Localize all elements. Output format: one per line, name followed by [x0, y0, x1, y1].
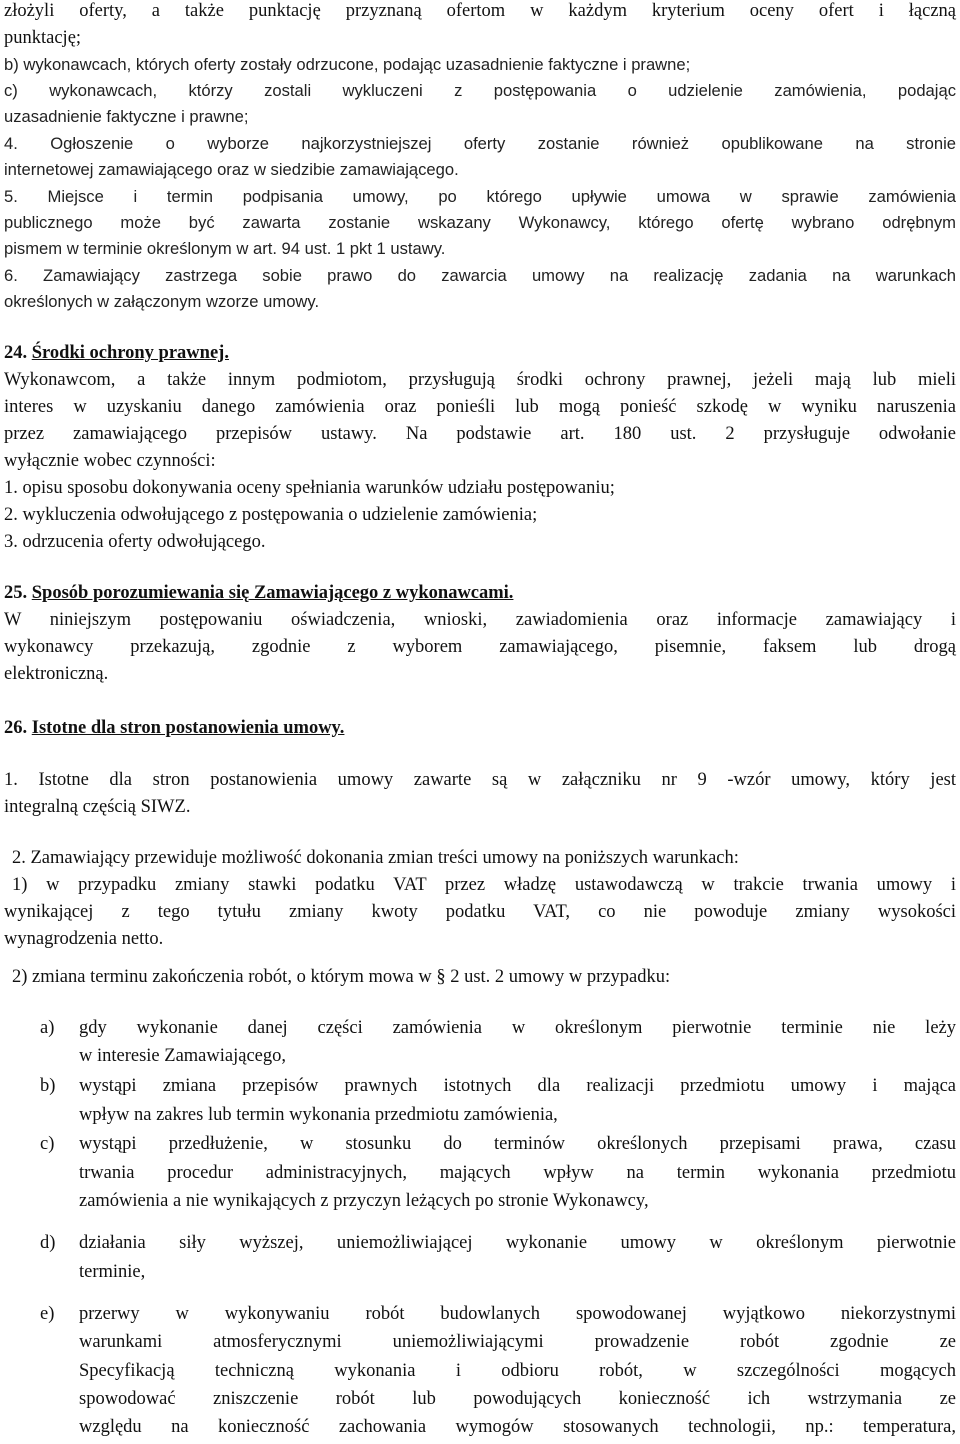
list-item: 3. odrzucenia oferty odwołującego.	[4, 532, 266, 552]
text-line: określonych w załączonym wzorze umowy.	[4, 292, 320, 311]
text-line: wykonawcy przekazują, zgodnie z wyborem zamawiającego, pisemnie, faksem lub drogą	[4, 637, 956, 657]
list-item-line: spowodować zniszczenie robót lub powodujących konieczność ich wstrzymania ze	[79, 1389, 956, 1409]
list-item-line: trwania procedur administracyjnych, mających wpływ na termin wykonania przedmiotu	[79, 1163, 956, 1183]
list-item-line: zamówienia a nie wynikających z przyczyn leżących po stronie Wykonawcy,	[79, 1191, 649, 1211]
list-item-line: przerwy w wykonywaniu robót budowlanych spowodowanej wyjątkowo niekorzystnymi	[79, 1304, 956, 1324]
list-item-line: wpływ na zakres lub termin wykonania przedmiotu zamówienia,	[79, 1105, 558, 1125]
list-item-line: względu na konieczność zachowania wymogów stosowanych technologii, np.: temperatura,	[79, 1417, 956, 1437]
list-item-line: gdy wykonanie danej części zamówienia w określonym pierwotnie terminie nie leży	[79, 1018, 956, 1038]
list-item-line: działania siły wyższej, uniemożliwiającej wykonanie umowy w określonym pierwotnie	[79, 1233, 956, 1253]
list-item-line: wystąpi zmiana przepisów prawnych istotnych dla realizacji przedmiotu umowy i mająca	[79, 1076, 956, 1096]
text-line: 2. Zamawiający przewiduje możliwość dokonania zmian treści umowy na poniższych warunkach:	[12, 848, 739, 868]
section-title: Środki ochrony prawnej.	[31, 343, 229, 363]
text-line: interes w uzyskaniu danego zamówienia oraz ponieśli lub mogą ponieść szkodę w wyniku naruszenia	[4, 397, 956, 417]
text-line: internetowej zamawiającego oraz w siedzibie zamawiającego.	[4, 160, 459, 179]
list-item-label: a)	[40, 1018, 55, 1038]
list-item-line: terminie,	[79, 1262, 146, 1282]
section-number: 25.	[4, 583, 28, 603]
section-heading-25	[4, 582, 956, 604]
section-heading-26	[4, 717, 956, 739]
section-heading-24	[4, 342, 956, 364]
section-title: Istotne dla stron postanowienia umowy.	[31, 718, 345, 738]
text-line: Wykonawcom, a także innym podmiotom, przysługują środki ochrony prawnej, jeżeli mają lub mieli	[4, 370, 956, 390]
section-number: 24.	[4, 343, 28, 363]
list-item-line: warunkami atmosferycznymi uniemożliwiającymi prowadzenie robót zgodnie ze	[79, 1332, 956, 1352]
text-line: b) wykonawcach, których oferty zostały odrzucone, podając uzasadnienie faktyczne i prawne;	[4, 55, 691, 74]
text-line: przez zamawiającego przepisów ustawy. Na podstawie art. 180 ust. 2 przysługuje odwołanie	[4, 424, 956, 444]
text-line: 6. Zamawiający zastrzega sobie prawo do zawarcia umowy na realizację zadania na warunkach	[4, 266, 956, 285]
list-item: 1. opisu sposobu dokonywania oceny spełniania warunków udziału postępowaniu;	[4, 478, 615, 498]
text-line: punktację;	[4, 28, 82, 48]
list-item-label: e)	[40, 1304, 55, 1324]
text-line: pismem w terminie określonym w art. 94 ust. 1 pkt 1 ustawy.	[4, 239, 446, 258]
text-line: 2) zmiana terminu zakończenia robót, o którym mowa w § 2 ust. 2 umowy w przypadku:	[12, 967, 671, 987]
list-item-label: b)	[40, 1076, 56, 1096]
text-line: 4. Ogłoszenie o wyborze najkorzystniejszej oferty zostanie również opublikowane na stronie	[4, 134, 956, 153]
text-line: elektroniczną.	[4, 664, 109, 684]
text-line: wyłącznie wobec czynności:	[4, 451, 216, 471]
text-line: uzasadnienie faktyczne i prawne;	[4, 107, 249, 126]
section-title: Sposób porozumiewania się Zamawiającego z wykonawcami.	[31, 583, 514, 603]
text-line: 5. Miejsce i termin podpisania umowy, po którego upływie umowa w sprawie zamówienia	[4, 187, 956, 206]
list-item-label: d)	[40, 1233, 56, 1253]
text-line: publicznego może być zawarta zostanie wskazany Wykonawcy, którego ofertę wybrano odrębnym	[4, 213, 956, 232]
text-line: 1) w przypadku zmiany stawki podatku VAT przez władzę ustawodawczą w trakcie trwania umowy i	[12, 875, 956, 895]
text-line: 1. Istotne dla stron postanowienia umowy zawarte są w załączniku nr 9 -wzór umowy, który jest	[4, 770, 956, 790]
list-item-line: w interesie Zamawiającego,	[79, 1046, 286, 1066]
list-item-label: c)	[40, 1134, 55, 1154]
list-item-line: wystąpi przedłużenie, w stosunku do terminów określonych przepisami prawa, czasu	[79, 1134, 956, 1154]
text-line: wynikającej z tego tytułu zmiany kwoty podatku VAT, co nie powoduje zmiany wysokości	[4, 902, 956, 922]
text-line: c) wykonawcach, którzy zostali wykluczeni z postępowania o udzielenie zamówienia, podając	[4, 81, 956, 100]
text-line: integralną częścią SIWZ.	[4, 797, 191, 817]
text-line: złożyli oferty, a także punktację przyznaną ofertom w każdym kryterium oceny ofert i łączną	[4, 1, 956, 21]
section-number: 26.	[4, 718, 28, 738]
list-item-line: Specyfikacją techniczną wykonania i odbioru robót, w szczególności mogących	[79, 1361, 956, 1381]
text-line: wynagrodzenia netto.	[4, 929, 164, 949]
text-line: W niniejszym postępowaniu oświadczenia, wnioski, zawiadomienia oraz informacje zamawiający i	[4, 610, 956, 630]
list-item: 2. wykluczenia odwołującego z postępowania o udzielenie zamówienia;	[4, 505, 538, 525]
